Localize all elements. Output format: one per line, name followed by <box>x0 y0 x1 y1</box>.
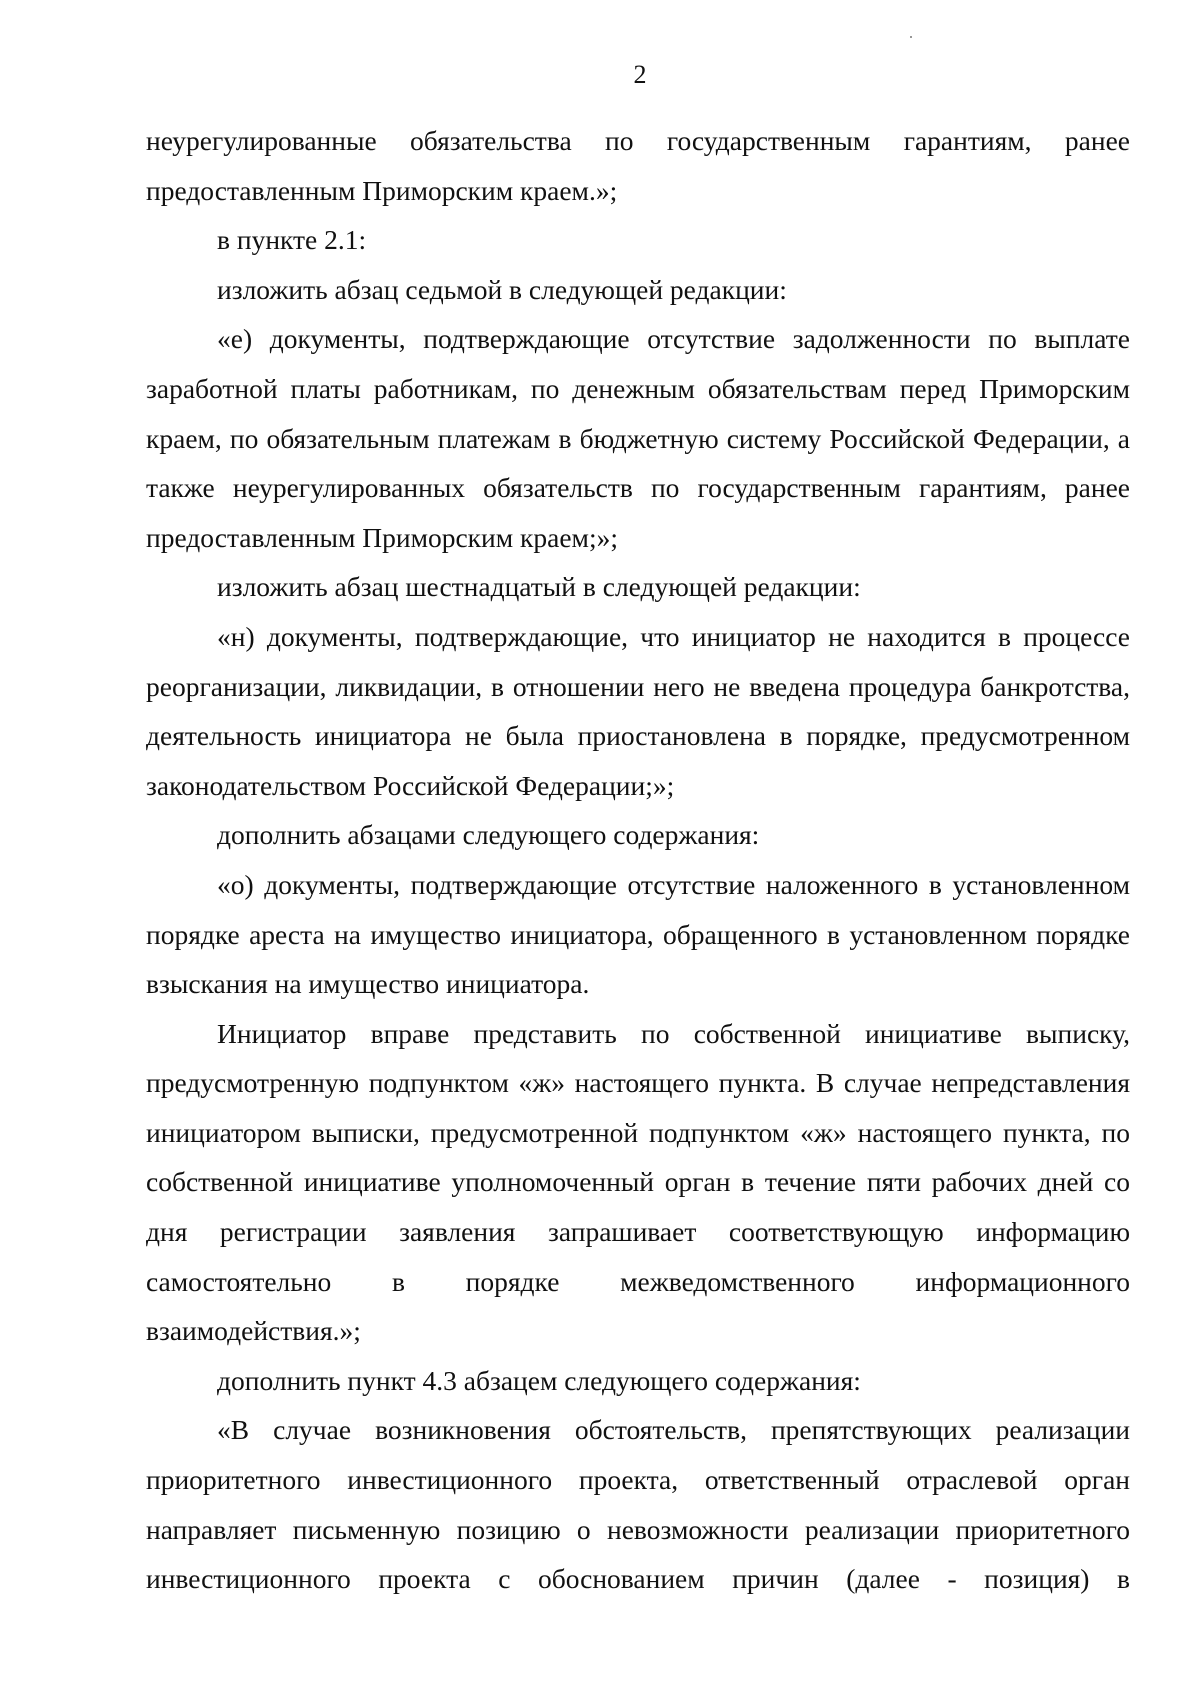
page-number: 2 <box>633 60 647 89</box>
paragraph-item-n: «н) документы, подтверждающие, что инициатор не находится в процессе реорганизации, ликвидации, в отношении него не введена процедура банкротства, деятельность инициатора не была приостановлена в порядке, предусмотренном законодательством Российской Федерации;»; <box>146 620 1130 801</box>
paragraph-item-e: «е) документы, подтверждающие отсутствие задолженности по выплате заработной платы работникам, по денежным обязательствам перед Приморским краем, по обязательным платежам в бюджетную систему Российской Федерации, а также неурегулированных обязательств по государственным гарантиям, ранее предоставленным Приморским краем;»; <box>146 323 1130 553</box>
paragraph-circumstances: «В случае возникновения обстоятельств, препятствующих реализации приоритетного инвестиционного проекта, ответственный отраслевой орган направляет письменную позицию о невозможности реализации приоритетного инвестиционного проекта с обоснованием причин (далее - позиция) в <box>146 1414 1130 1595</box>
paragraph-continuation: неурегулированные обязательства по государственным гарантиям, ранее предоставленным Приморским краем.»; <box>146 125 1130 206</box>
paragraph-instruction-sixteenth: изложить абзац шестнадцатый в следующей редакции: <box>217 571 861 603</box>
paragraph-instruction-seventh: изложить абзац седьмой в следующей редакции: <box>217 273 787 305</box>
paragraph-instruction-4-3: дополнить пункт 4.3 абзацем следующего содержания: <box>217 1364 861 1396</box>
scan-speck <box>910 36 912 38</box>
paragraph-item-o: «о) документы, подтверждающие отсутствие наложенного в установленном порядке ареста на имущество инициатора, обращенного в установленном порядке взыскания на имущество инициатора. <box>146 868 1130 1000</box>
document-body <box>146 116 1130 1604</box>
paragraph-instruction-add: дополнить абзацами следующего содержания: <box>217 819 760 851</box>
paragraph-clause-2-1: в пункте 2.1: <box>217 224 367 256</box>
paragraph-initiator: Инициатор вправе представить по собственной инициативе выписку, предусмотренную подпунктом «ж» настоящего пункта. В случае непредставления инициатором выписки, предусмотренной подпунктом «ж» настоящего пункта, по собственной инициативе уполномоченный орган в течение пяти рабочих дней со дня регистрации заявления запрашивает соответствующую информацию самостоятельно в порядке межведомственного информационного взаимодействия.»; <box>146 1017 1130 1347</box>
